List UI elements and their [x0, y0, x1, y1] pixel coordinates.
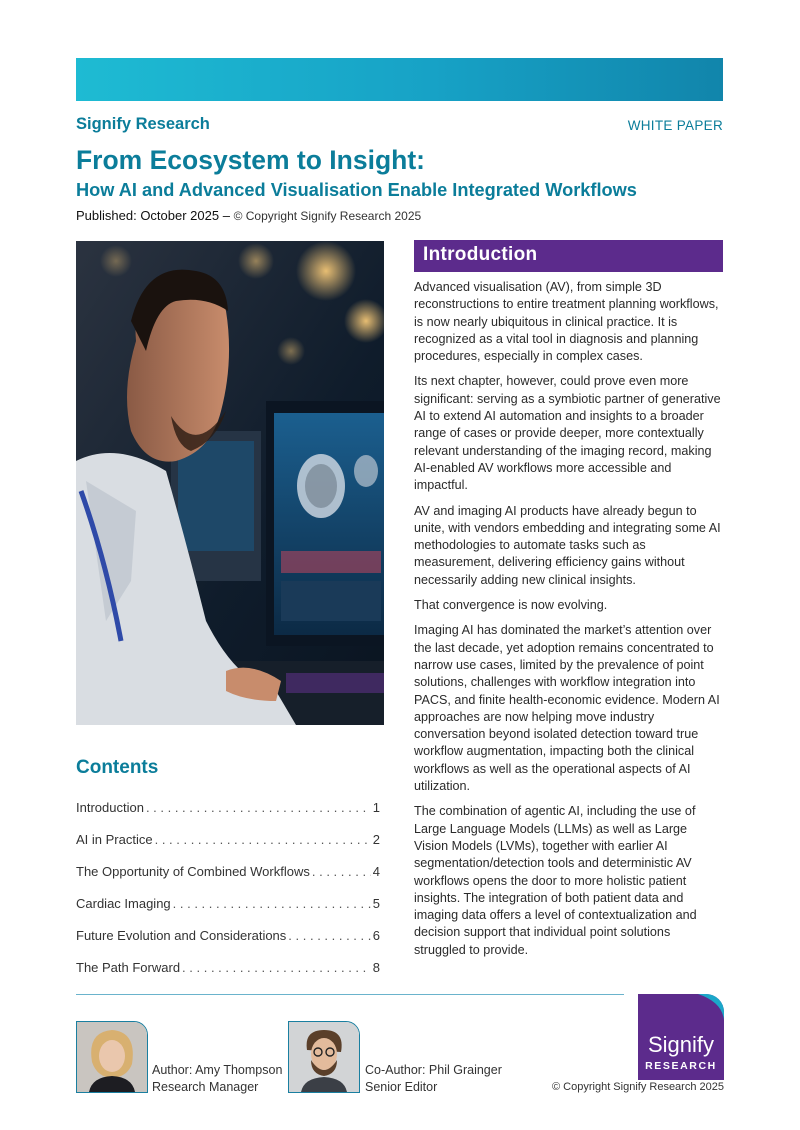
- intro-paragraph: That convergence is now evolving.: [414, 598, 608, 613]
- intro-paragraph: AV and imaging AI products have already begun to unite, with vendors embedding and integrating some AI methodologies to automate tasks such as measurement, delivering efficiency gains without necessarily adding new clinical insights.: [414, 503, 721, 587]
- toc-leader-dots: [146, 800, 371, 815]
- author-info: [152, 1062, 282, 1096]
- introduction-heading-bar: [414, 240, 723, 272]
- toc-item-page: 1: [372, 800, 380, 815]
- toc-item-label: Cardiac Imaging: [76, 896, 171, 911]
- author-title: Research Manager: [152, 1080, 259, 1094]
- introduction-body: [414, 279, 724, 967]
- introduction-heading: Introduction: [423, 244, 538, 265]
- document-type: WHITE PAPER: [627, 118, 723, 133]
- clinician-viewing-brain-scan-image: [76, 241, 384, 725]
- author-name: Author: Amy Thompson: [152, 1063, 283, 1077]
- toc-item-page: 2: [372, 832, 380, 847]
- coauthor-info: [365, 1062, 502, 1096]
- toc-item-label: AI in Practice: [76, 832, 153, 847]
- man-portrait-icon: [289, 1022, 359, 1092]
- brand-name: Signify Research: [76, 115, 210, 133]
- logo-subtitle: RESEARCH: [645, 1060, 717, 1072]
- hero-image: [76, 241, 384, 725]
- toc-item-label: Introduction: [76, 800, 144, 815]
- contents-heading: Contents: [76, 757, 159, 778]
- intro-paragraph: The combination of agentic AI, including the use of Large Language Models (LLMs) as well as Large Vision Models (LVMs), together with earlier AI segmentation/detection tools and deterministic AV workflows opens the door to more holistic patient insights. The integration of both patient data and imaging data offers a level of contextualization and decision support that individual point solutions struggled to provide.: [414, 804, 697, 957]
- toc-item-page: 5: [372, 896, 380, 911]
- toc-item-future-evolution[interactable]: [76, 928, 380, 960]
- toc-leader-dots: [155, 832, 371, 847]
- toc-item-label: Future Evolution and Considerations: [76, 928, 287, 943]
- woman-portrait-icon: [77, 1022, 147, 1092]
- coauthor-avatar: [288, 1021, 360, 1093]
- toc-item-introduction[interactable]: [76, 800, 380, 832]
- intro-paragraph: Imaging AI has dominated the market’s attention over the last decade, yet adoption remains concentrated to narrow use cases, limited by the prevalence of point solutions, challenges with workflow integration into PACS, and finite health-economic evidence. Modern AI approaches are now helping move industry conversation beyond isolated detection toward true workflow augmentation, impacting both the clinical workflows as well as the operational aspects of AI utilization.: [414, 623, 720, 794]
- toc-item-ai-in-practice[interactable]: [76, 832, 380, 864]
- toc-leader-dots: [312, 864, 371, 879]
- toc-leader-dots: [288, 928, 370, 943]
- intro-paragraph: Its next chapter, however, could prove even more significant: serving as a symbiotic partner of generative AI to extend AI automation and insights to a broader range of cases or provide deeper, more contextually relevant understanding of the imaging record, making AI-enabled AV workflows more accessible and impactful.: [414, 374, 721, 493]
- toc-item-combined-workflows[interactable]: [76, 864, 380, 896]
- toc-item-path-forward[interactable]: [76, 960, 380, 992]
- intro-paragraph: Advanced visualisation (AV), from simple 3D reconstructions to entire treatment planning workflows, is now nearly ubiquitous in clinical practice. It is recognized as a vital tool in diagnosis and planning procedures, especially in complex cases.: [414, 280, 719, 364]
- header-copyright: © Copyright Signify Research 2025: [233, 209, 422, 223]
- publication-line: [76, 208, 421, 223]
- toc-item-page: 8: [372, 960, 380, 975]
- toc-item-label: The Opportunity of Combined Workflows: [76, 864, 310, 879]
- published-date: Published: October 2025 –: [76, 208, 230, 223]
- author-avatar: [76, 1021, 148, 1093]
- toc-leader-dots: [182, 960, 371, 975]
- table-of-contents: [76, 800, 380, 992]
- signify-logo: [638, 994, 724, 1080]
- toc-item-page: 6: [372, 928, 380, 943]
- header-banner: [76, 58, 723, 101]
- footer-divider: [76, 994, 624, 995]
- coauthor-name: Co-Author: Phil Grainger: [365, 1063, 502, 1077]
- page-title: From Ecosystem to Insight:: [76, 145, 425, 175]
- toc-item-page: 4: [372, 864, 380, 879]
- coauthor-title: Senior Editor: [365, 1080, 438, 1094]
- footer-copyright: © Copyright Signify Research 2025: [552, 1081, 724, 1093]
- logo-name: Signify: [647, 1032, 715, 1057]
- toc-item-cardiac-imaging[interactable]: [76, 896, 380, 928]
- toc-item-label: The Path Forward: [76, 960, 181, 975]
- page-subtitle: How AI and Advanced Visualisation Enable Integrated Workflows: [76, 180, 637, 200]
- toc-leader-dots: [173, 896, 371, 911]
